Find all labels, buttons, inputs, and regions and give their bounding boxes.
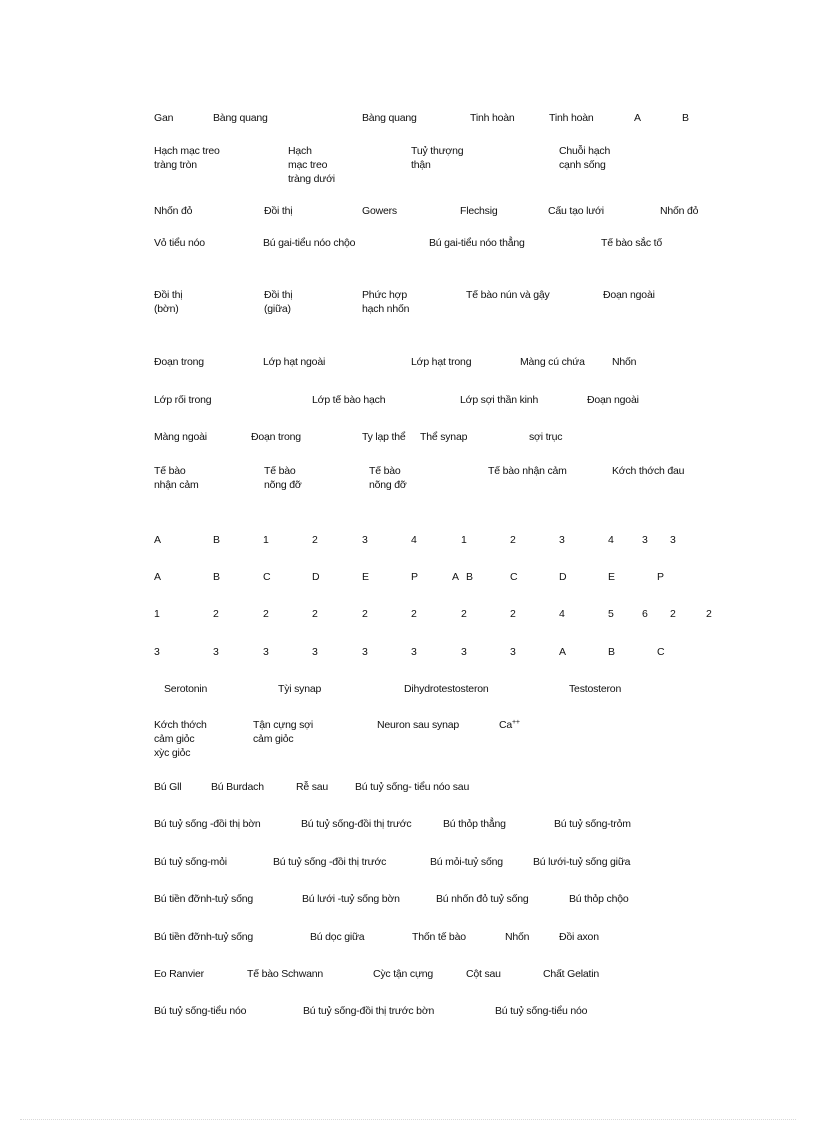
term: 3 xyxy=(263,646,269,658)
term: Flechsig xyxy=(460,205,498,217)
term: 2 xyxy=(510,534,516,546)
term: Tế bào nhận cảm xyxy=(154,465,199,491)
term: Cấu tạo lưới xyxy=(548,205,604,217)
term: 3 xyxy=(411,646,417,658)
footer-dotted-rule xyxy=(20,1119,796,1120)
term: Bú thỏp chộo xyxy=(569,893,629,905)
term: Đoạn trong xyxy=(154,356,204,368)
term: Tinh hoàn xyxy=(470,112,515,124)
term: B xyxy=(213,534,220,546)
term: 3 xyxy=(362,646,368,658)
term: Kớch thớch cảm giỏc xỳc giỏc xyxy=(154,719,207,759)
term: Đồi thị xyxy=(264,205,293,217)
term: 1 xyxy=(461,534,467,546)
term: C xyxy=(510,571,518,583)
term: Đồi axon xyxy=(559,931,599,943)
term: Bú gai-tiểu nóo chộo xyxy=(263,237,356,249)
term: D xyxy=(559,571,567,583)
term: 2 xyxy=(411,608,417,620)
term: Bú Burdach xyxy=(211,781,264,793)
term: 1 xyxy=(154,608,160,620)
term: Tế bào sắc tố xyxy=(601,237,663,249)
term: Bú tiền đỡnh-tuỷ sống xyxy=(154,931,254,943)
term: 4 xyxy=(559,608,565,620)
term: Tế bào nún và gậy xyxy=(466,289,550,301)
term: Lớp hạt trong xyxy=(411,356,472,368)
term: C xyxy=(657,646,665,658)
term: Lớp tế bào hạch xyxy=(312,394,386,406)
term: E xyxy=(608,571,615,583)
term: Màng cú chứa xyxy=(520,356,585,368)
term: Tế bào Schwann xyxy=(247,968,324,980)
term: Hạch mạc treo tràng tròn xyxy=(154,145,220,171)
term: Nhốn đỏ xyxy=(660,205,699,217)
term: Bú mỏi-tuỷ sống xyxy=(430,856,503,868)
term: Đoạn trong xyxy=(251,431,301,443)
term: Lớp hạt ngoài xyxy=(263,356,326,368)
term: 3 xyxy=(670,534,676,546)
term: Bú Gll xyxy=(154,781,182,793)
term: A xyxy=(452,571,459,583)
term: Tế bào nõng đỡ xyxy=(264,465,302,491)
term: Testosteron xyxy=(569,683,622,695)
term: 3 xyxy=(312,646,318,658)
term: 4 xyxy=(411,534,417,546)
term: A xyxy=(154,534,161,546)
term-text: Ca xyxy=(499,719,513,731)
term: Bú tuỷ sống -đồi thị bờn xyxy=(154,818,261,830)
term: Gan xyxy=(154,112,174,124)
term: Màng ngoài xyxy=(154,431,207,443)
term: P xyxy=(411,571,418,583)
term: 3 xyxy=(362,534,368,546)
term: 2 xyxy=(461,608,467,620)
term: Dihydrotestosteron xyxy=(404,683,489,695)
term: 1 xyxy=(263,534,269,546)
term: Nhốn xyxy=(505,931,530,943)
term: 2 xyxy=(670,608,676,620)
term: 5 xyxy=(608,608,614,620)
term: sợi trục xyxy=(529,431,563,443)
term: Phức hợp hạch nhốn xyxy=(362,289,410,315)
term: 3 xyxy=(154,646,160,658)
term: Đồi thị (bờn) xyxy=(154,289,183,315)
term: B xyxy=(213,571,220,583)
superscript: ++ xyxy=(512,719,520,726)
term: Rễ sau xyxy=(296,781,329,793)
term: Kớch thớch đau xyxy=(612,465,685,477)
term: Bàng quang xyxy=(362,112,417,124)
term: Đoạn ngoài xyxy=(603,289,655,301)
term: Tinh hoàn xyxy=(549,112,594,124)
term: Chuỗi hạch cạnh sống xyxy=(559,145,611,171)
term: D xyxy=(312,571,320,583)
term: 3 xyxy=(642,534,648,546)
term: Tế bào nhận cảm xyxy=(488,465,567,477)
term: 2 xyxy=(213,608,219,620)
term: 3 xyxy=(213,646,219,658)
term: Cỳc tận cựng xyxy=(373,968,434,980)
term: Bàng quang xyxy=(213,112,268,124)
term xyxy=(499,718,520,732)
term: Cột sau xyxy=(466,968,501,980)
term: Eo Ranvier xyxy=(154,968,204,980)
term: B xyxy=(608,646,615,658)
term: Thốn tế bào xyxy=(412,931,466,943)
term: 3 xyxy=(461,646,467,658)
term: Bú tuỷ sống-đồi thị trước bờn xyxy=(303,1005,435,1017)
term: Nhốn xyxy=(612,356,637,368)
term: Đồi thị (giữa) xyxy=(264,289,293,315)
term: 6 xyxy=(642,608,648,620)
term: Hạch mạc treo tràng dưới xyxy=(288,145,335,185)
term: 2 xyxy=(312,534,318,546)
term: 3 xyxy=(559,534,565,546)
term: Bú tuỷ sống-tiểu nóo xyxy=(154,1005,247,1017)
term: Bú tuỷ sống-tiểu nóo xyxy=(495,1005,588,1017)
term: 2 xyxy=(706,608,712,620)
term: Bú lưới-tuỷ sống giữa xyxy=(533,856,631,868)
term: Bú tuỷ sống-đồi thị trước xyxy=(301,818,412,830)
term: 2 xyxy=(312,608,318,620)
term: 4 xyxy=(608,534,614,546)
term: E xyxy=(362,571,369,583)
term: A xyxy=(154,571,161,583)
term: Serotonin xyxy=(164,683,208,695)
term: Bú tuỷ sống-trỏm xyxy=(554,818,631,830)
term: Thể synap xyxy=(420,431,468,443)
term: Bú tiền đỡnh-tuỷ sống xyxy=(154,893,254,905)
term: Lớp sợi thần kinh xyxy=(460,394,539,406)
term: Nhốn đỏ xyxy=(154,205,193,217)
term: A xyxy=(559,646,566,658)
term: Bú thỏp thẳng xyxy=(443,818,506,830)
term: B xyxy=(466,571,473,583)
term: Tế bào nõng đỡ xyxy=(369,465,407,491)
term: Bú gai-tiểu nóo thẳng xyxy=(429,237,525,249)
term: Bú nhốn đỏ tuỷ sống xyxy=(436,893,529,905)
term: 2 xyxy=(263,608,269,620)
term: B xyxy=(682,112,689,124)
term: Vỏ tiểu nóo xyxy=(154,237,205,249)
term: Tận cựng sợi cảm giỏc xyxy=(253,719,313,745)
term: Bú dọc giữa xyxy=(310,931,365,943)
term: Bú tuỷ sống -đồi thị trước xyxy=(273,856,387,868)
term: Gowers xyxy=(362,205,397,217)
term: P xyxy=(657,571,664,583)
term: Đoạn ngoài xyxy=(587,394,639,406)
term: Ty lạp thể xyxy=(362,431,406,443)
term: Tuỷ thượng thận xyxy=(411,145,464,171)
term: 2 xyxy=(510,608,516,620)
term: Neuron sau synap xyxy=(377,719,460,731)
term: Bú tuỷ sống- tiểu nóo sau xyxy=(355,781,470,793)
term: A xyxy=(634,112,641,124)
term: C xyxy=(263,571,271,583)
term: Lớp rối trong xyxy=(154,394,212,406)
term: 3 xyxy=(510,646,516,658)
term: Chất Gelatin xyxy=(543,968,599,980)
term: Bú lưới -tuỷ sống bờn xyxy=(302,893,400,905)
term: Bú tuỷ sống-mỏi xyxy=(154,856,227,868)
term: Tỳi synap xyxy=(278,683,322,695)
term: 2 xyxy=(362,608,368,620)
